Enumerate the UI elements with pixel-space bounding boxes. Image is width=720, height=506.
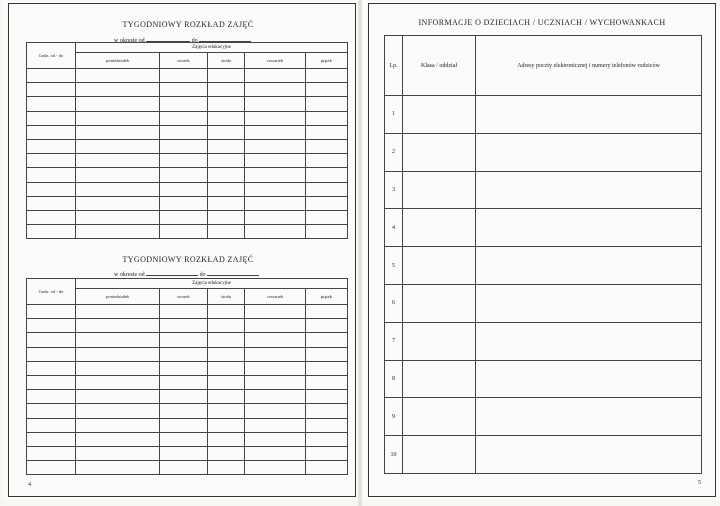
hours-cell[interactable] <box>27 418 76 432</box>
schedule-row <box>27 347 348 361</box>
lesson-cell[interactable] <box>207 225 245 239</box>
row-number: 2 <box>385 133 403 171</box>
lesson-cell[interactable] <box>207 390 245 404</box>
lesson-cell[interactable] <box>76 461 160 475</box>
row-number: 7 <box>385 322 403 360</box>
hours-cell[interactable] <box>27 225 76 239</box>
schedule-2-period <box>114 270 259 278</box>
lesson-cell[interactable] <box>76 319 160 333</box>
lesson-cell[interactable] <box>160 305 207 319</box>
schedule-1-period-from-label: w okresie od <box>114 38 145 44</box>
lesson-cell[interactable] <box>207 347 245 361</box>
lesson-cell[interactable] <box>245 361 306 375</box>
lesson-cell[interactable] <box>305 97 347 111</box>
lesson-cell[interactable] <box>207 305 245 319</box>
lesson-cell[interactable] <box>245 432 306 446</box>
contacts-cell[interactable] <box>476 209 702 247</box>
lesson-cell[interactable] <box>305 305 347 319</box>
class-cell[interactable] <box>403 96 476 134</box>
class-cell[interactable] <box>403 360 476 398</box>
schedule-2-period-from-field[interactable] <box>146 270 198 276</box>
hours-cell[interactable] <box>27 168 76 182</box>
lesson-cell[interactable] <box>160 196 207 210</box>
info-row <box>385 247 702 285</box>
lesson-cell[interactable] <box>305 404 347 418</box>
lesson-cell[interactable] <box>305 347 347 361</box>
lesson-cell[interactable] <box>160 125 207 139</box>
lesson-cell[interactable] <box>245 418 306 432</box>
hours-cell[interactable] <box>27 319 76 333</box>
lesson-cell[interactable] <box>160 168 207 182</box>
lesson-cell[interactable] <box>207 168 245 182</box>
lesson-cell[interactable] <box>160 83 207 97</box>
contacts-cell[interactable] <box>476 322 702 360</box>
lesson-cell[interactable] <box>76 418 160 432</box>
lesson-cell[interactable] <box>160 111 207 125</box>
lesson-cell[interactable] <box>160 333 207 347</box>
lesson-cell[interactable] <box>76 83 160 97</box>
lesson-cell[interactable] <box>305 319 347 333</box>
info-row <box>385 322 702 360</box>
schedule-row <box>27 210 348 224</box>
lesson-cell[interactable] <box>245 154 306 168</box>
lesson-cell[interactable] <box>305 196 347 210</box>
info-contacts-header: Adresy poczty elektronicznej i numery telefonów rodziców <box>476 36 702 96</box>
lesson-cell[interactable] <box>245 69 306 83</box>
lesson-cell[interactable] <box>245 404 306 418</box>
class-cell[interactable] <box>403 209 476 247</box>
lesson-cell[interactable] <box>245 182 306 196</box>
schedule-row <box>27 418 348 432</box>
lesson-cell[interactable] <box>305 168 347 182</box>
lesson-cell[interactable] <box>305 432 347 446</box>
lesson-cell[interactable] <box>305 125 347 139</box>
schedule-1-title: TYGODNIOWY ROZKŁAD ZAJĘĆ <box>122 20 254 29</box>
lesson-cell[interactable] <box>207 446 245 460</box>
lesson-cell[interactable] <box>207 182 245 196</box>
schedule-row <box>27 168 348 182</box>
lesson-cell[interactable] <box>305 139 347 153</box>
schedule-row <box>27 333 348 347</box>
hours-cell[interactable] <box>27 69 76 83</box>
contacts-cell[interactable] <box>476 133 702 171</box>
schedule-row <box>27 154 348 168</box>
class-cell[interactable] <box>403 322 476 360</box>
lesson-cell[interactable] <box>160 69 207 83</box>
info-table <box>384 35 702 474</box>
schedule-1-day-header: poniedziałek <box>76 53 160 69</box>
lesson-cell[interactable] <box>305 182 347 196</box>
page-number-right: 5 <box>698 480 701 486</box>
lesson-cell[interactable] <box>245 168 306 182</box>
schedule-row <box>27 182 348 196</box>
schedule-2-period-to-label: do <box>199 272 206 278</box>
lesson-cell[interactable] <box>76 182 160 196</box>
schedule-row <box>27 139 348 153</box>
schedule-1-hours-header: Godz. od - do <box>27 43 76 69</box>
class-cell[interactable] <box>403 398 476 436</box>
lesson-cell[interactable] <box>76 305 160 319</box>
lesson-cell[interactable] <box>245 111 306 125</box>
schedule-2-period-from-label: w okresie od <box>114 272 145 278</box>
lesson-cell[interactable] <box>76 225 160 239</box>
lesson-cell[interactable] <box>160 139 207 153</box>
lesson-cell[interactable] <box>245 225 306 239</box>
schedule-2-day-header: poniedziałek <box>76 289 160 305</box>
page-number-left: 4 <box>28 482 31 488</box>
schedule-2-day-header: środa <box>207 289 245 305</box>
lesson-cell[interactable] <box>76 333 160 347</box>
lesson-cell[interactable] <box>245 390 306 404</box>
contacts-cell[interactable] <box>476 398 702 436</box>
lesson-cell[interactable] <box>305 111 347 125</box>
hours-cell[interactable] <box>27 125 76 139</box>
lesson-cell[interactable] <box>76 154 160 168</box>
class-cell[interactable] <box>403 284 476 322</box>
schedule-row <box>27 361 348 375</box>
contacts-cell[interactable] <box>476 171 702 209</box>
lesson-cell[interactable] <box>305 446 347 460</box>
info-row <box>385 284 702 322</box>
lesson-cell[interactable] <box>245 446 306 460</box>
schedule-2-day-header: czwartek <box>245 289 306 305</box>
hours-cell[interactable] <box>27 390 76 404</box>
hours-cell[interactable] <box>27 305 76 319</box>
class-cell[interactable] <box>403 436 476 474</box>
lesson-cell[interactable] <box>160 418 207 432</box>
lesson-cell[interactable] <box>207 83 245 97</box>
lesson-cell[interactable] <box>245 196 306 210</box>
schedule-row <box>27 432 348 446</box>
hours-cell[interactable] <box>27 196 76 210</box>
lesson-cell[interactable] <box>160 154 207 168</box>
schedule-1-day-header: czwartek <box>245 53 306 69</box>
lesson-cell[interactable] <box>245 210 306 224</box>
lesson-cell[interactable] <box>160 361 207 375</box>
schedule-row <box>27 111 348 125</box>
info-lp-header: Lp. <box>385 36 403 96</box>
info-class-header: Klasa / oddział <box>403 36 476 96</box>
lesson-cell[interactable] <box>160 446 207 460</box>
lesson-cell[interactable] <box>76 210 160 224</box>
lesson-cell[interactable] <box>76 97 160 111</box>
schedule-1-period-to-label: do <box>191 38 198 44</box>
lesson-cell[interactable] <box>245 83 306 97</box>
lesson-cell[interactable] <box>207 125 245 139</box>
lesson-cell[interactable] <box>160 375 207 389</box>
lesson-cell[interactable] <box>245 347 306 361</box>
lesson-cell[interactable] <box>207 154 245 168</box>
lesson-cell[interactable] <box>207 361 245 375</box>
schedule-2-table <box>26 278 348 475</box>
schedule-1-table <box>26 42 348 239</box>
schedule-2-hours-header: Godz. od - do <box>27 279 76 305</box>
hours-cell[interactable] <box>27 154 76 168</box>
left-page <box>2 0 360 500</box>
schedule-row <box>27 225 348 239</box>
lesson-cell[interactable] <box>245 319 306 333</box>
schedule-row <box>27 446 348 460</box>
hours-cell[interactable] <box>27 139 76 153</box>
lesson-cell[interactable] <box>305 210 347 224</box>
contacts-cell[interactable] <box>476 96 702 134</box>
lesson-cell[interactable] <box>207 210 245 224</box>
schedule-row <box>27 83 348 97</box>
lesson-cell[interactable] <box>305 83 347 97</box>
lesson-cell[interactable] <box>245 125 306 139</box>
hours-cell[interactable] <box>27 182 76 196</box>
lesson-cell[interactable] <box>76 69 160 83</box>
schedule-1-day-header: piątek <box>305 53 347 69</box>
hours-cell[interactable] <box>27 432 76 446</box>
row-number: 5 <box>385 247 403 285</box>
hours-cell[interactable] <box>27 347 76 361</box>
lesson-cell[interactable] <box>207 196 245 210</box>
info-title: INFORMACJE O DZIECIACH / UCZNIACH / WYCHOWANKACH <box>418 18 666 27</box>
lesson-cell[interactable] <box>305 154 347 168</box>
lesson-cell[interactable] <box>245 97 306 111</box>
lesson-cell[interactable] <box>207 139 245 153</box>
info-row <box>385 96 702 134</box>
class-cell[interactable] <box>403 171 476 209</box>
lesson-cell[interactable] <box>76 390 160 404</box>
lesson-cell[interactable] <box>76 446 160 460</box>
lesson-cell[interactable] <box>245 139 306 153</box>
lesson-cell[interactable] <box>207 111 245 125</box>
hours-cell[interactable] <box>27 333 76 347</box>
lesson-cell[interactable] <box>160 210 207 224</box>
schedule-2-title: TYGODNIOWY ROZKŁAD ZAJĘĆ <box>122 255 254 264</box>
lesson-cell[interactable] <box>207 432 245 446</box>
schedule-row <box>27 319 348 333</box>
contacts-cell[interactable] <box>476 360 702 398</box>
lesson-cell[interactable] <box>305 390 347 404</box>
schedule-2-period-to-field[interactable] <box>207 270 259 276</box>
lesson-cell[interactable] <box>305 375 347 389</box>
contacts-cell[interactable] <box>476 247 702 285</box>
class-cell[interactable] <box>403 247 476 285</box>
lesson-cell[interactable] <box>76 432 160 446</box>
lesson-cell[interactable] <box>245 375 306 389</box>
lesson-cell[interactable] <box>160 182 207 196</box>
lesson-cell[interactable] <box>160 319 207 333</box>
lesson-cell[interactable] <box>245 305 306 319</box>
info-row <box>385 133 702 171</box>
lesson-cell[interactable] <box>207 461 245 475</box>
schedule-row <box>27 404 348 418</box>
lesson-cell[interactable] <box>76 361 160 375</box>
info-row <box>385 209 702 247</box>
hours-cell[interactable] <box>27 361 76 375</box>
lesson-cell[interactable] <box>76 404 160 418</box>
schedule-row <box>27 97 348 111</box>
lesson-cell[interactable] <box>305 333 347 347</box>
lesson-cell[interactable] <box>305 418 347 432</box>
schedule-row <box>27 461 348 475</box>
row-number: 3 <box>385 171 403 209</box>
schedule-1-day-header: wtorek <box>160 53 207 69</box>
row-number: 8 <box>385 360 403 398</box>
hours-cell[interactable] <box>27 404 76 418</box>
schedule-row <box>27 390 348 404</box>
lesson-cell[interactable] <box>207 375 245 389</box>
contacts-cell[interactable] <box>476 436 702 474</box>
contacts-cell[interactable] <box>476 284 702 322</box>
hours-cell[interactable] <box>27 375 76 389</box>
info-row <box>385 171 702 209</box>
schedule-row <box>27 125 348 139</box>
row-number: 6 <box>385 284 403 322</box>
lesson-cell[interactable] <box>76 139 160 153</box>
hours-cell[interactable] <box>27 97 76 111</box>
schedule-2-group-header: Zajęcia edukacyjne <box>76 279 348 289</box>
lesson-cell[interactable] <box>76 196 160 210</box>
hours-cell[interactable] <box>27 446 76 460</box>
hours-cell[interactable] <box>27 461 76 475</box>
schedule-2-day-header: piątek <box>305 289 347 305</box>
lesson-cell[interactable] <box>305 225 347 239</box>
row-number: 9 <box>385 398 403 436</box>
info-row <box>385 360 702 398</box>
lesson-cell[interactable] <box>207 319 245 333</box>
hours-cell[interactable] <box>27 210 76 224</box>
lesson-cell[interactable] <box>76 111 160 125</box>
lesson-cell[interactable] <box>160 97 207 111</box>
hours-cell[interactable] <box>27 111 76 125</box>
lesson-cell[interactable] <box>305 361 347 375</box>
schedule-2-day-header: wtorek <box>160 289 207 305</box>
schedule-row <box>27 375 348 389</box>
lesson-cell[interactable] <box>245 333 306 347</box>
lesson-cell[interactable] <box>305 461 347 475</box>
lesson-cell[interactable] <box>160 432 207 446</box>
schedule-1-group-header: Zajęcia edukacyjne <box>76 43 348 53</box>
lesson-cell[interactable] <box>76 125 160 139</box>
schedule-row <box>27 305 348 319</box>
lesson-cell[interactable] <box>305 69 347 83</box>
row-number: 1 <box>385 96 403 134</box>
info-row <box>385 398 702 436</box>
lesson-cell[interactable] <box>160 404 207 418</box>
lesson-cell[interactable] <box>207 97 245 111</box>
schedule-row <box>27 196 348 210</box>
lesson-cell[interactable] <box>160 347 207 361</box>
lesson-cell[interactable] <box>76 168 160 182</box>
lesson-cell[interactable] <box>207 418 245 432</box>
schedule-row <box>27 69 348 83</box>
row-number: 4 <box>385 209 403 247</box>
lesson-cell[interactable] <box>76 375 160 389</box>
right-page <box>362 0 720 500</box>
lesson-cell[interactable] <box>207 404 245 418</box>
lesson-cell[interactable] <box>207 333 245 347</box>
lesson-cell[interactable] <box>160 390 207 404</box>
lesson-cell[interactable] <box>160 225 207 239</box>
lesson-cell[interactable] <box>245 461 306 475</box>
row-number: 10 <box>385 436 403 474</box>
schedule-1-day-header: środa <box>207 53 245 69</box>
lesson-cell[interactable] <box>76 347 160 361</box>
hours-cell[interactable] <box>27 83 76 97</box>
lesson-cell[interactable] <box>160 461 207 475</box>
info-row <box>385 436 702 474</box>
lesson-cell[interactable] <box>207 69 245 83</box>
class-cell[interactable] <box>403 133 476 171</box>
